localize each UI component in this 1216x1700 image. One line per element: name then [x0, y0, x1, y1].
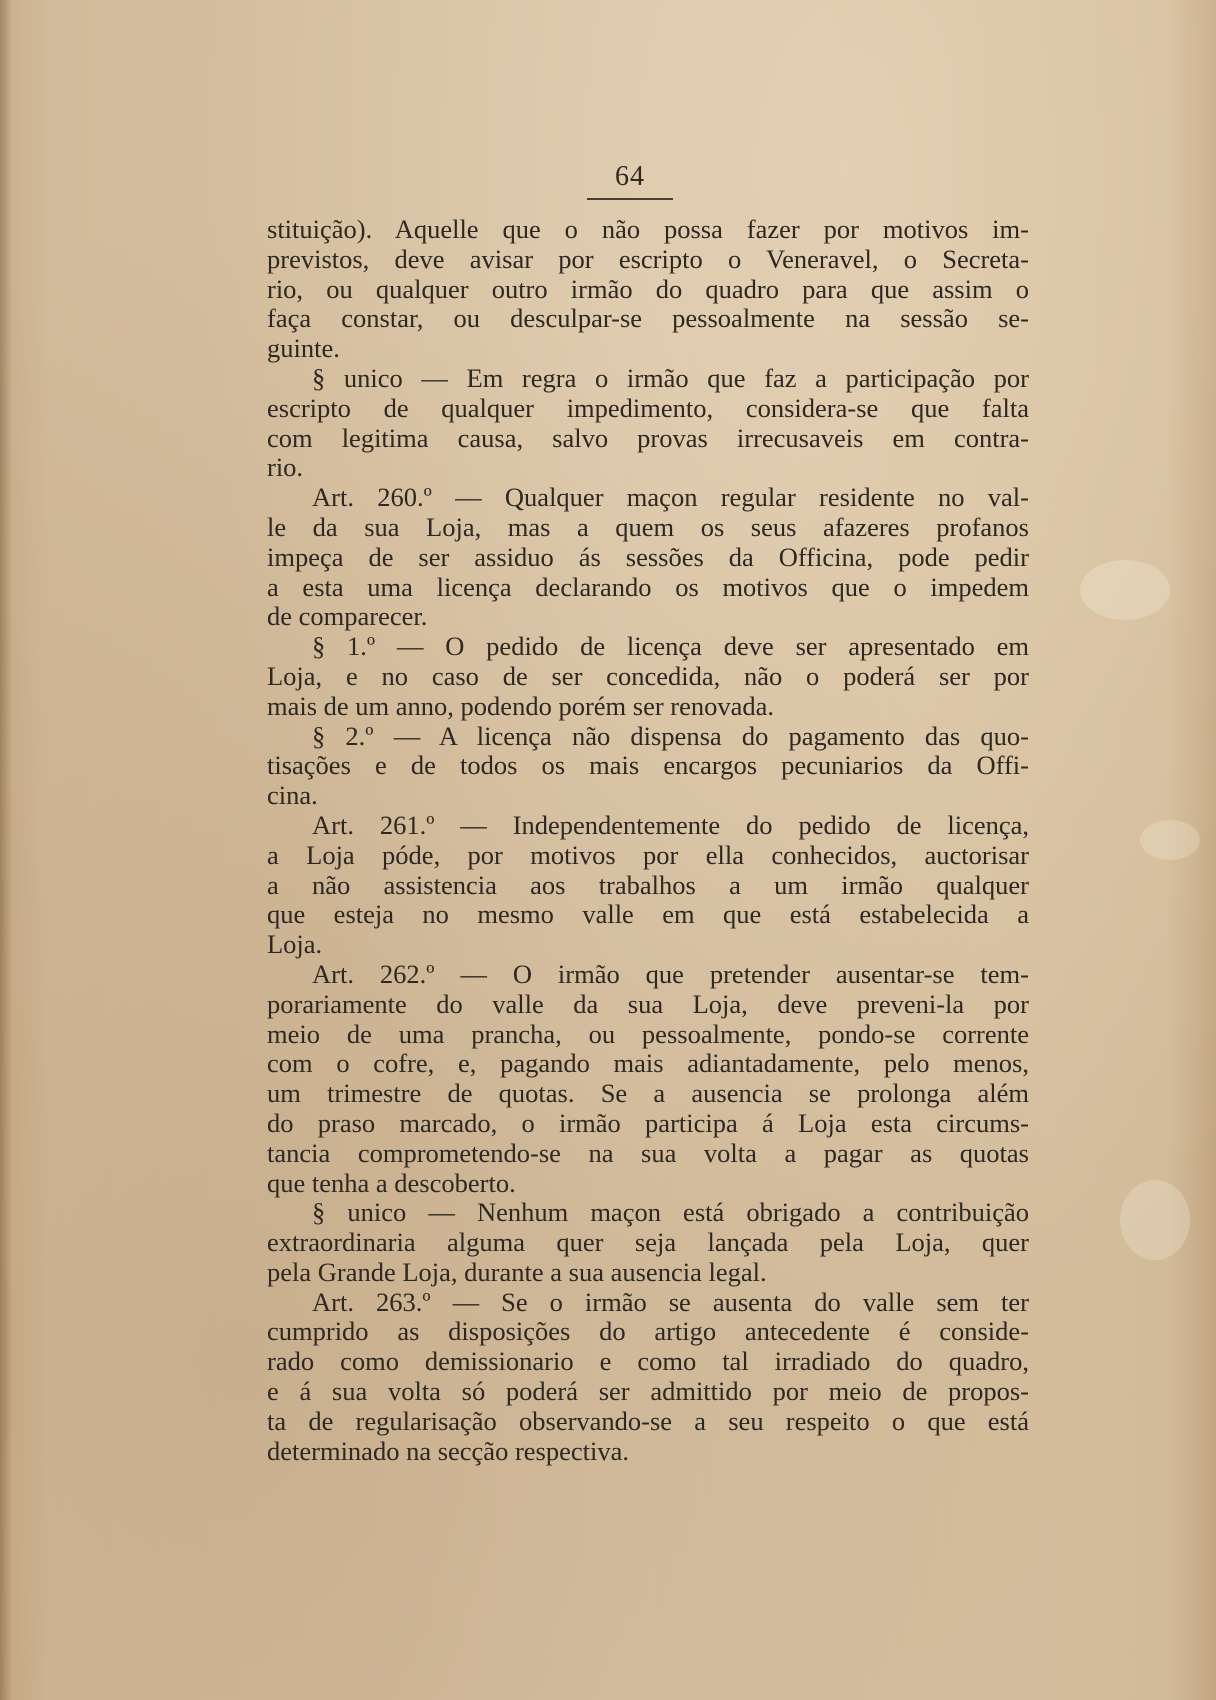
text-line: Loja.	[267, 929, 323, 960]
page-number: 64	[615, 161, 645, 192]
text-line: rado como demissionario e como tal irradiado do quadro,	[267, 1346, 1029, 1377]
page-left-edge-shadow	[0, 0, 12, 1700]
text-line: mais de um anno, podendo porém ser renovada.	[267, 690, 775, 721]
text-line: com o cofre, e, pagando mais adiantadamente, pelo menos,	[267, 1048, 1029, 1079]
text-line: de comparecer.	[267, 601, 428, 632]
text-line: determinado na secção respectiva.	[267, 1435, 629, 1466]
text-line: porariamente do valle da sua Loja, deve preveni-la por	[267, 988, 1029, 1019]
text-line: impeça de ser assiduo ás sessões da Officina, pode pedir	[267, 541, 1029, 572]
paper-stain	[1140, 820, 1200, 860]
text-line: ta de regularisação observando-se a seu respeito o que está	[267, 1405, 1029, 1436]
text-line: Loja, e no caso de ser concedida, não o poderá ser por	[267, 660, 1029, 691]
text-line: guinte.	[267, 333, 340, 364]
text-line: tisações e de todos os mais encargos pecuniarios da Offi-	[267, 750, 1029, 781]
text-line: § unico — Nenhum maçon está obrigado a contribuição	[312, 1197, 1029, 1228]
text-line: § 2.º — A licença não dispensa do pagamento das quo-	[312, 720, 1029, 751]
text-line: que tenha a descoberto.	[267, 1167, 516, 1198]
text-line: Art. 261.º — Independentemente do pedido de licença,	[312, 809, 1029, 840]
text-line: extraordinaria alguma quer seja lançada pela Loja, quer	[267, 1227, 1029, 1258]
text-line: § unico — Em regra o irmão que faz a participação por	[312, 362, 1029, 393]
text-line: do praso marcado, o irmão participa á Loja esta circums-	[267, 1107, 1029, 1138]
header-rule	[587, 198, 673, 200]
body-text	[267, 215, 1029, 1466]
text-line: que esteja no mesmo valle em que está estabelecida a	[267, 899, 1029, 930]
text-line: cumprido as disposições do artigo antecedente é conside-	[267, 1316, 1029, 1347]
text-line: faça constar, ou desculpar-se pessoalmente na sessão se-	[267, 303, 1029, 334]
text-line: previstos, deve avisar por escripto o Veneravel, o Secreta-	[267, 243, 1029, 274]
text-line: tancia comprometendo-se na sua volta a pagar as quotas	[267, 1137, 1029, 1168]
paper-stain	[1120, 1180, 1190, 1260]
text-line: rio.	[267, 452, 304, 483]
text-line: pela Grande Loja, durante a sua ausencia legal.	[267, 1256, 767, 1287]
text-line: cina.	[267, 780, 318, 811]
text-line: Art. 260.º — Qualquer maçon regular residente no val-	[312, 482, 1029, 513]
text-line: rio, ou qualquer outro irmão do quadro para que assim o	[267, 273, 1029, 304]
paper-stain	[1080, 560, 1170, 620]
text-line: a não assistencia aos trabalhos a um irmão qualquer	[267, 869, 1029, 900]
text-line: a Loja póde, por motivos por ella conhecidos, auctorisar	[267, 839, 1029, 870]
text-line: stituição). Aquelle que o não possa fazer por motivos im-	[267, 214, 1029, 244]
text-line: a esta uma licença declarando os motivos que o impedem	[267, 571, 1029, 602]
text-line: § 1.º — O pedido de licença deve ser apresentado em	[312, 631, 1029, 662]
page-header	[580, 160, 680, 200]
text-line: um trimestre de quotas. Se a ausencia se prolonga além	[267, 1078, 1029, 1109]
text-line: meio de uma prancha, ou pessoalmente, pondo-se corrente	[267, 1018, 1029, 1049]
text-line: com legitima causa, salvo provas irrecusaveis em contra-	[267, 422, 1029, 453]
text-line: Art. 263.º — Se o irmão se ausenta do valle sem ter	[312, 1286, 1029, 1317]
text-line: escripto de qualquer impedimento, considera-se que falta	[267, 392, 1029, 423]
text-line: le da sua Loja, mas a quem os seus afazeres profanos	[267, 511, 1029, 542]
text-line: Art. 262.º — O irmão que pretender ausentar-se tem-	[312, 958, 1029, 989]
text-line: e á sua volta só poderá ser admittido por meio de propos-	[267, 1376, 1029, 1407]
